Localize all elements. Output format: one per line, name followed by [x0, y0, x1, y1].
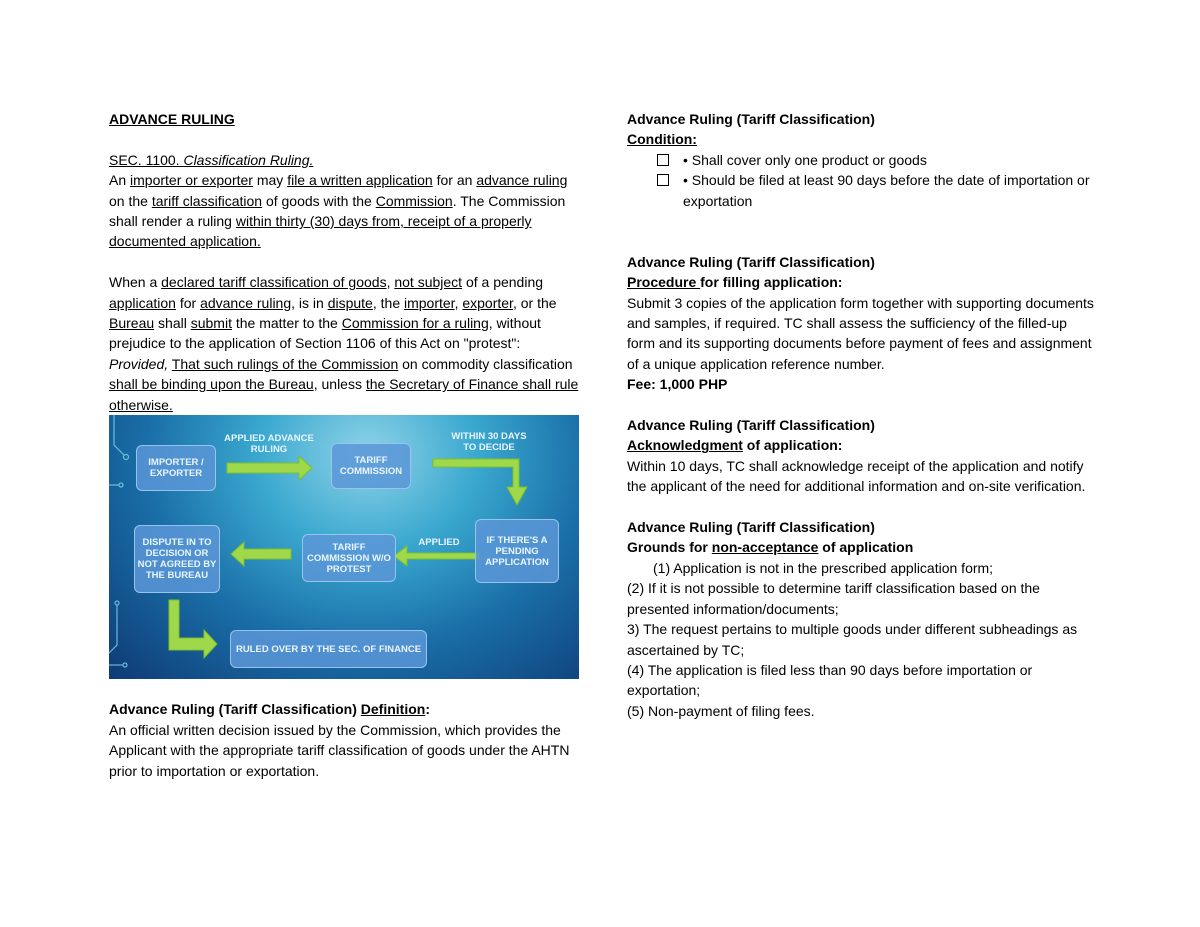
underlined-run: advance ruling	[200, 294, 292, 311]
underlined-run: Commission for a ruling	[341, 315, 489, 332]
grounds-item: (4) The application is filed less than 90 days before importation or exportation;	[627, 661, 1033, 699]
definition-text: An official written decision issued by the Commission, which provides the Applicant with the appropriate tariff classification of goods under the AHTN prior to importation or exportation.	[109, 721, 570, 779]
condition-item: • Shall cover only one product or goods	[657, 150, 1097, 170]
text-run: When a	[109, 274, 162, 291]
underlined-run: importer or exporter	[130, 172, 253, 189]
underlined-run: submit	[190, 315, 232, 332]
text-run: shall	[154, 315, 191, 332]
text-run: for	[175, 294, 201, 311]
underlined-run: within thirty (30) days from, receipt of a properly documented application.	[109, 213, 532, 250]
underlined-run: declared tariff classification of goods	[161, 274, 387, 291]
underlined-run: application	[109, 294, 176, 311]
text-run: on commodity classification	[398, 355, 573, 372]
section-para-2	[109, 272, 579, 415]
text-run: on the	[109, 192, 152, 209]
underlined-run: dispute	[327, 294, 373, 311]
underlined-run: importer	[404, 294, 455, 311]
grounds-item: (2) If it is not possible to determine tariff classification based on the presented information/documents;	[627, 580, 1040, 617]
applied-label: APPLIED	[418, 537, 460, 549]
checkbox-bullet-icon	[657, 154, 669, 166]
text-run: the matter to the	[231, 315, 342, 332]
tc-without-protest-box: TARIFF COMMISSION W/O PROTEST	[302, 534, 396, 582]
condition-subheading: Condition:	[627, 131, 697, 148]
procedure-heading: Advance Ruling (Tariff Classification)	[627, 253, 875, 270]
underlined-run: the Secretary of Finance shall rule otherwise.	[109, 376, 579, 413]
condition-item: • Should be filed at least 90 days before the date of importation or exportation	[657, 170, 1097, 211]
arrow-down-to-ruled	[169, 600, 217, 658]
text-run: of goods with the	[262, 192, 376, 209]
section-heading: SEC. 1100. Classification Ruling.	[109, 151, 314, 168]
arrow-left-2	[231, 542, 291, 566]
dispute-box: DISPUTE IN TO DECISION OR NOT AGREED BY THE BUREAU	[134, 525, 220, 593]
arrow-down-right	[433, 459, 527, 505]
text-run: An	[109, 172, 131, 189]
section-para-1	[109, 170, 579, 252]
text-run: ,	[454, 294, 463, 311]
within-30-days-label: WITHIN 30 DAYS TO DECIDE	[451, 431, 527, 454]
underlined-run: not subject	[394, 274, 463, 291]
text-run: , or the	[512, 294, 557, 311]
ruled-by-sec-finance-box: RULED OVER BY THE SEC. OF FINANCE	[230, 630, 427, 668]
underlined-run: advance ruling	[476, 172, 568, 189]
tariff-commission-box: TARIFF COMMISSION	[331, 443, 411, 489]
checkbox-bullet-icon	[657, 174, 669, 186]
acknowledgment-heading: Advance Ruling (Tariff Classification)	[627, 417, 875, 434]
grounds-item: (1) Application is not in the prescribed application form;	[653, 559, 994, 576]
text-run: , without prejudice to the application of Section 1106 of this Act on "protest":	[109, 315, 541, 352]
arrow-right-1	[227, 456, 312, 480]
underlined-run: That such rulings of the Commission	[171, 355, 399, 372]
underlined-run: exporter	[462, 294, 513, 311]
arrow-left-1	[394, 546, 479, 566]
condition-heading: Advance Ruling (Tariff Classification)	[627, 111, 875, 127]
text-run: , unless	[313, 376, 366, 393]
right-column	[627, 109, 1097, 721]
procedure-subheading: Procedure for filling application:	[627, 274, 843, 291]
underlined-run: file a written application	[287, 172, 433, 189]
text-run: Provided,	[109, 355, 169, 372]
underlined-run: tariff classification	[151, 192, 263, 209]
flow-diagram	[109, 415, 579, 679]
left-column	[109, 109, 579, 781]
definition-heading: Advance Ruling (Tariff Classification) Definition:	[109, 701, 430, 718]
procedure-fee: Fee: 1,000 PHP	[627, 376, 728, 393]
text-run: for an	[432, 172, 477, 189]
acknowledgment-subheading: Acknowledgment of application:	[627, 437, 843, 454]
text-run: may	[252, 172, 288, 189]
procedure-text: Submit 3 copies of the application form together with supporting documents and samples, if required. TC shall assess the sufficiency of the filled-up form and its supporting documents before payment of fees and assignment of a unique application reference number.	[627, 294, 1094, 372]
pending-application-box: IF THERE'S A PENDING APPLICATION	[475, 519, 559, 583]
doc-title: ADVANCE RULING	[109, 111, 235, 127]
underlined-run: shall be binding upon the Bureau	[109, 376, 314, 393]
applied-advance-label: APPLIED ADVANCE RULING	[224, 433, 314, 456]
text-run: . The Commission shall render a ruling	[109, 192, 566, 230]
acknowledgment-text: Within 10 days, TC shall acknowledge receipt of the application and notify the applicant of the need for additional information and on-site verification.	[627, 457, 1086, 495]
underlined-run: Bureau	[109, 315, 155, 332]
text-run: , is in	[291, 294, 328, 311]
importer-exporter-box: IMPORTER / EXPORTER	[136, 445, 216, 491]
grounds-item: (5) Non-payment of filing fees.	[627, 702, 815, 719]
grounds-subheading: Grounds for non-acceptance of application	[627, 539, 914, 556]
text-run: , the	[372, 294, 404, 311]
underlined-run: Commission	[375, 192, 453, 209]
grounds-heading: Advance Ruling (Tariff Classification)	[627, 519, 875, 536]
text-run: ,	[386, 274, 395, 291]
grounds-item: 3) The request pertains to multiple goods under different subheadings as ascertained by TC;	[627, 621, 1078, 658]
text-run: of a pending	[462, 274, 544, 291]
